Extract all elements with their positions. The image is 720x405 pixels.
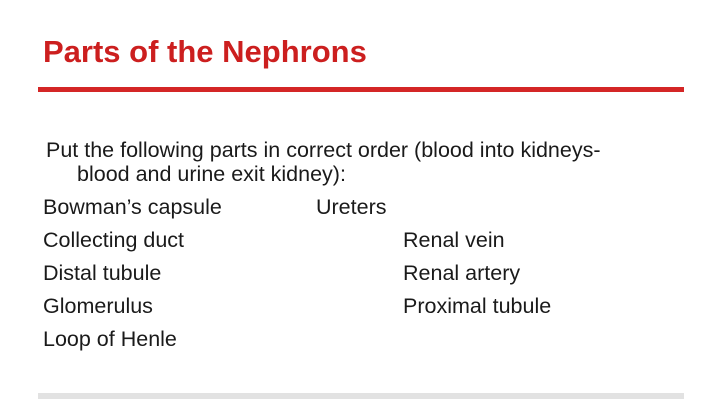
instruction-line-2: blood and urine exit kidney): [77, 162, 346, 186]
slide-title: Parts of the Nephrons [43, 34, 367, 69]
part-item: Proximal tubule [403, 294, 552, 318]
footer-divider [38, 393, 684, 399]
part-item: Renal artery [403, 261, 521, 285]
part-item: Distal tubule [43, 261, 162, 285]
part-item: Renal vein [403, 228, 505, 252]
part-item: Bowman’s capsule [43, 195, 222, 219]
part-item: Collecting duct [43, 228, 185, 252]
title-divider [38, 87, 684, 92]
instruction-line-1: Put the following parts in correct order (blood into kidneys- [46, 138, 601, 162]
part-item: Ureters [316, 195, 387, 219]
part-item: Glomerulus [43, 294, 153, 318]
part-item: Loop of Henle [43, 327, 177, 351]
